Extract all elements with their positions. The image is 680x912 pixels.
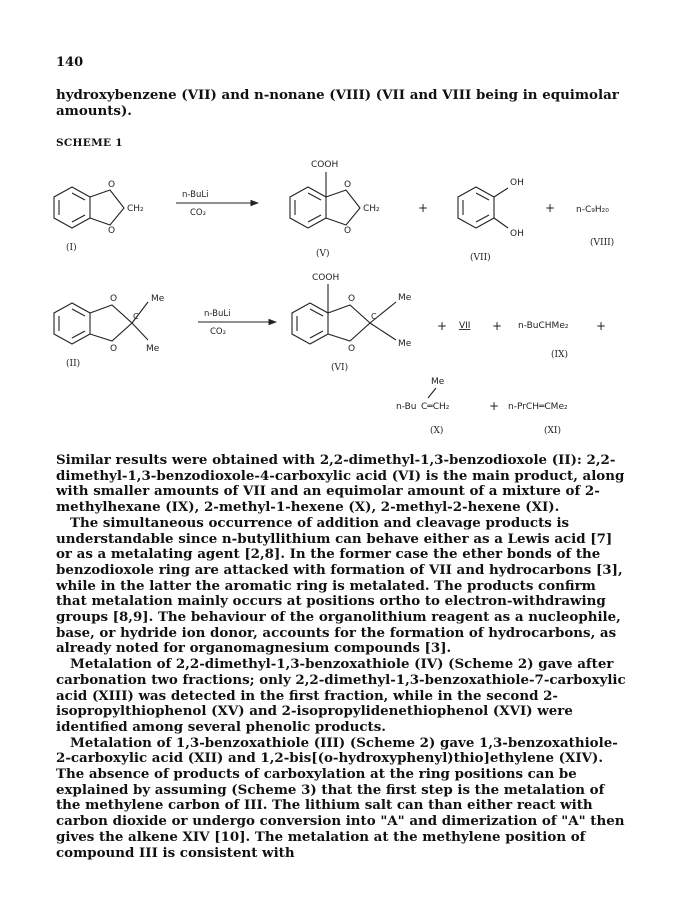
oh-label: OH: [510, 229, 524, 239]
body-text: [56, 453, 628, 861]
label-ix: (IX): [551, 350, 568, 360]
nbu-prefix: n-Bu: [396, 402, 417, 412]
ch2-label: CH₂: [127, 204, 144, 214]
alkene-x-formula: C═CH₂: [421, 402, 450, 412]
compound-ii-structure: [54, 294, 165, 354]
plus-sign: +: [596, 319, 607, 333]
label-i: (I): [66, 243, 77, 253]
reagent-nbuli-2: n-BuLi: [204, 309, 231, 319]
svg-text:O: O: [344, 180, 352, 190]
compound-v-structure: [290, 160, 380, 236]
label-x: (X): [430, 426, 444, 436]
svg-text:O: O: [344, 226, 352, 236]
me-label: Me: [151, 294, 165, 304]
page-number: 140: [56, 55, 84, 70]
me-label: Me: [398, 293, 412, 303]
svg-text:O: O: [108, 180, 116, 190]
svg-text:O: O: [110, 294, 118, 304]
ch2-label: CH₂: [363, 204, 380, 214]
oh-label: OH: [510, 178, 524, 188]
vii-ref: VII: [459, 321, 471, 331]
label-vii: (VII): [470, 253, 491, 263]
svg-text:C: C: [133, 312, 139, 321]
compound-i-structure: [54, 180, 144, 236]
label-ii: (II): [66, 359, 81, 369]
compound-x-structure: [396, 377, 450, 412]
reagent-co2-1: CO₂: [190, 208, 207, 218]
label-viii: (VIII): [590, 238, 615, 248]
alkene-xi-formula: n-PrCH═CMe₂: [508, 402, 568, 412]
me-label: Me: [431, 377, 445, 387]
compound-vii-structure: [458, 178, 524, 239]
svg-text:C: C: [371, 312, 377, 321]
label-v: (V): [316, 249, 330, 259]
plus-sign: +: [545, 201, 556, 215]
label-xi: (XI): [544, 426, 561, 436]
scheme-label: SCHEME 1: [56, 137, 123, 149]
plus-sign: +: [489, 399, 500, 413]
plus-sign: +: [437, 319, 448, 333]
me-label: Me: [146, 344, 160, 354]
reagent-nbuli-1: n-BuLi: [182, 190, 209, 200]
svg-text:O: O: [348, 344, 356, 354]
cooh-label: COOH: [311, 160, 339, 170]
paragraph-1: Similar results were obtained with 2,2-dimethyl-1,3-benzodioxole (II): 2,2-dimethyl-1,3-benzodioxole-4-carboxylic acid (VI) is the main product, along with smaller amounts of VII and an equimolar amount of a mixture of 2-methylhexane (IX), 2-methyl-1-hexene (X), 2-methyl-2-hexene (XI).: [56, 452, 625, 516]
svg-text:O: O: [110, 344, 118, 354]
me-label: Me: [398, 339, 412, 349]
label-vi: (VI): [331, 363, 349, 373]
nonane-formula: n-C₉H₂₀: [576, 205, 609, 215]
methylhexane-formula: n-BuCHMe₂: [518, 321, 569, 331]
paragraph-4: Metalation of 1,3-benzoxathiole (III) (Scheme 2) gave 1,3-benzoxathiole-2-carboxylic acid (XII) and 1,2-bis[(o-hydroxyphenyl)thio]ethylene (XIV). The absence of products of carboxylation at the ring positions can be explained by assuming (Scheme 3) that the first step is the metalation of the methylene carbon of III. The lithium salt can than either react with carbon dioxide or undergo conversion into "A" and dimerization of "A" then gives the alkene XIV [10]. The metalation at the methylene position of compound III is consistent with: [56, 734, 625, 861]
svg-text:O: O: [108, 226, 116, 236]
plus-sign: +: [418, 201, 429, 215]
cooh-label: COOH: [312, 273, 340, 283]
svg-text:O: O: [348, 294, 356, 304]
reaction-scheme-1: [0, 150, 680, 445]
intro-text: hydroxybenzene (VII) and n-nonane (VIII) (VII and VIII being in equimolar amounts).: [56, 87, 619, 119]
reagent-co2-2: CO₂: [210, 327, 227, 337]
paragraph-2: The simultaneous occurrence of addition and cleavage products is understandable since n-butyllithium can behave either as a Lewis acid [7] or as a metalating agent [2,8]. In the former case the ether bonds of the benzodioxole ring are attacked with formation of VII and hydrocarbons [3], while in the latter the aromatic ring is metalated. The products confirm that metalation mainly occurs at positions ortho to electron-withdrawing groups [8,9]. The behaviour of the organolithium reagent as a nucleophile, base, or hydride ion donor, accounts for the formation of hydrocarbons, as already noted for organomagnesium compounds [3].: [56, 514, 623, 657]
paragraph-3: Metalation of 2,2-dimethyl-1,3-benzoxathiole (IV) (Scheme 2) gave after carbonation two fractions; only 2,2-dimethyl-1,3-benzoxathiole-7-carboxylic acid (XIII) was detected in the first fraction, while in the second 2-isopropylthiophenol (XV) and 2-isopropylidenethiophenol (XVI) were identified among several phenolic products.: [56, 656, 626, 735]
plus-sign: +: [492, 319, 503, 333]
compound-vi-structure: [292, 273, 412, 354]
